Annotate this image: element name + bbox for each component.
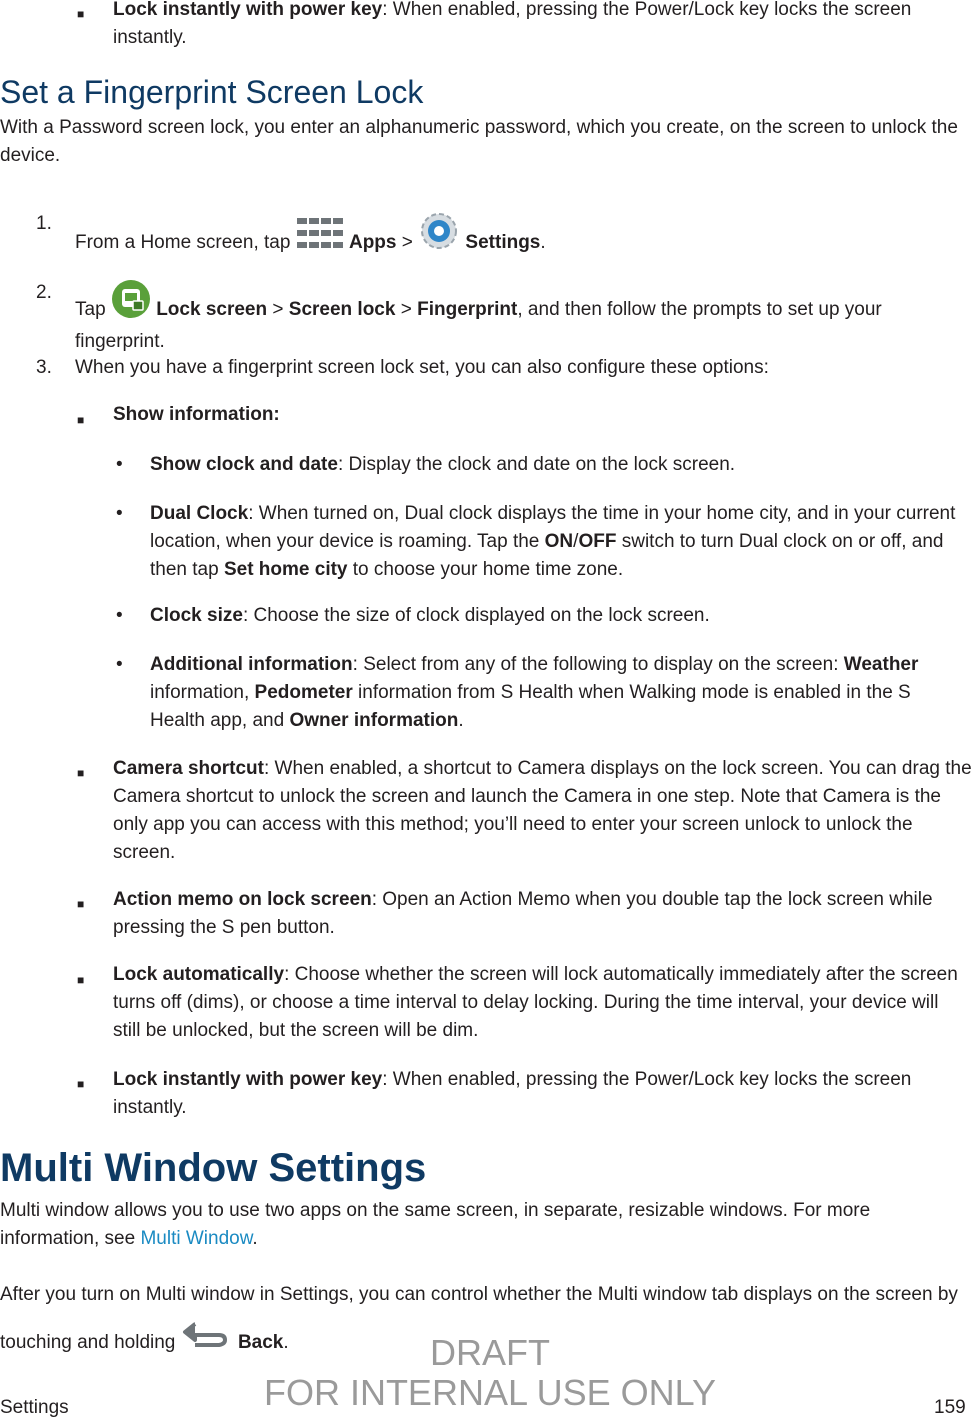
list-item: Action memo on lock screen: Open an Action Memo when you double tap the lock screen while pressing the S pen button.	[113, 889, 933, 938]
item-label: Lock instantly with power key	[113, 0, 383, 20]
square-bullet: ■	[77, 1077, 85, 1091]
round-bullet: •	[116, 605, 123, 626]
section-heading: Multi Window Settings	[0, 1146, 427, 1190]
multi-window-paragraph: Multi window allows you to use two apps on the same screen, in separate, resizable windows. For more information, see Multi Window.	[0, 1200, 871, 1249]
square-bullet: ■	[77, 897, 85, 911]
lock-screen-icon	[111, 279, 151, 328]
list-item: Camera shortcut: When enabled, a shortcut to Camera displays on the lock screen. You can drag the Camera shortcut to unlock the screen and launch the Camera in one step. Note that Camera is the only app you can access with this method; you’ll need to enter your screen unlock to unlock the screen.	[113, 758, 972, 863]
step-1: From a Home screen, tap Apps > Settings.	[75, 210, 965, 261]
list-item: Show clock and date: Display the clock and date on the lock screen.	[150, 454, 736, 475]
apps-grid-icon	[296, 216, 344, 261]
list-item: Additional information: Select from any of the following to display on the screen: Weather information, Pedometer information from S Health when Walking mode is enabled in the S Health app, and Owner information.	[150, 654, 919, 731]
show-information-label: Show information:	[113, 404, 280, 425]
draft-watermark: DRAFT FOR INTERNAL USE ONLY	[263, 1332, 717, 1413]
step-2: Tap Lock screen > Screen lock > Fingerprint, and then follow the prompts to set up your fingerprint.	[75, 279, 965, 356]
list-item: Clock size: Choose the size of clock displayed on the lock screen.	[150, 605, 710, 626]
square-bullet: ■	[77, 7, 85, 21]
list-item: Dual Clock: When turned on, Dual clock displays the time in your home city, and in your current location, when your device is roaming. Tap the ON/OFF switch to turn Dual clock on or off, and then tap Set home city to choose your home time zone.	[150, 503, 956, 580]
multi-window-link[interactable]: Multi Window	[140, 1228, 253, 1249]
step-number: 3.	[36, 357, 52, 378]
intro-paragraph: With a Password screen lock, you enter an alphanumeric password, which you create, on the screen to unlock the device.	[0, 117, 958, 166]
square-bullet: ■	[77, 766, 85, 780]
multi-window-paragraph: After you turn on Multi window in Settings, you can control whether the Multi window tab displays on the screen by touching and holding Back.	[0, 1272, 966, 1370]
list-item: Lock instantly with power key: When enabled, pressing the Power/Lock key locks the screen instantly.	[113, 1069, 912, 1118]
list-item: Lock instantly with power key: When enabled, pressing the Power/Lock key locks the screen instantly.	[113, 0, 912, 48]
footer-section-name: Settings	[0, 1397, 69, 1418]
round-bullet: •	[116, 454, 123, 475]
round-bullet: •	[116, 654, 123, 675]
square-bullet: ■	[77, 973, 85, 987]
step-number: 1.	[36, 213, 52, 234]
round-bullet: •	[116, 503, 123, 524]
settings-gear-icon	[418, 210, 460, 261]
list-item: Lock automatically: Choose whether the screen will lock automatically immediately after the screen turns off (dims), or choose a time interval to delay locking. During the time interval, your device will still be unlocked, but the screen will be dim.	[113, 964, 958, 1041]
step-number: 2.	[36, 282, 52, 303]
section-heading: Set a Fingerprint Screen Lock	[0, 74, 424, 110]
step-3: When you have a fingerprint screen lock set, you can also configure these options:	[75, 357, 769, 378]
square-bullet: ■	[77, 413, 85, 427]
back-arrow-icon	[181, 1318, 233, 1370]
footer-page-number: 159	[934, 1397, 966, 1418]
